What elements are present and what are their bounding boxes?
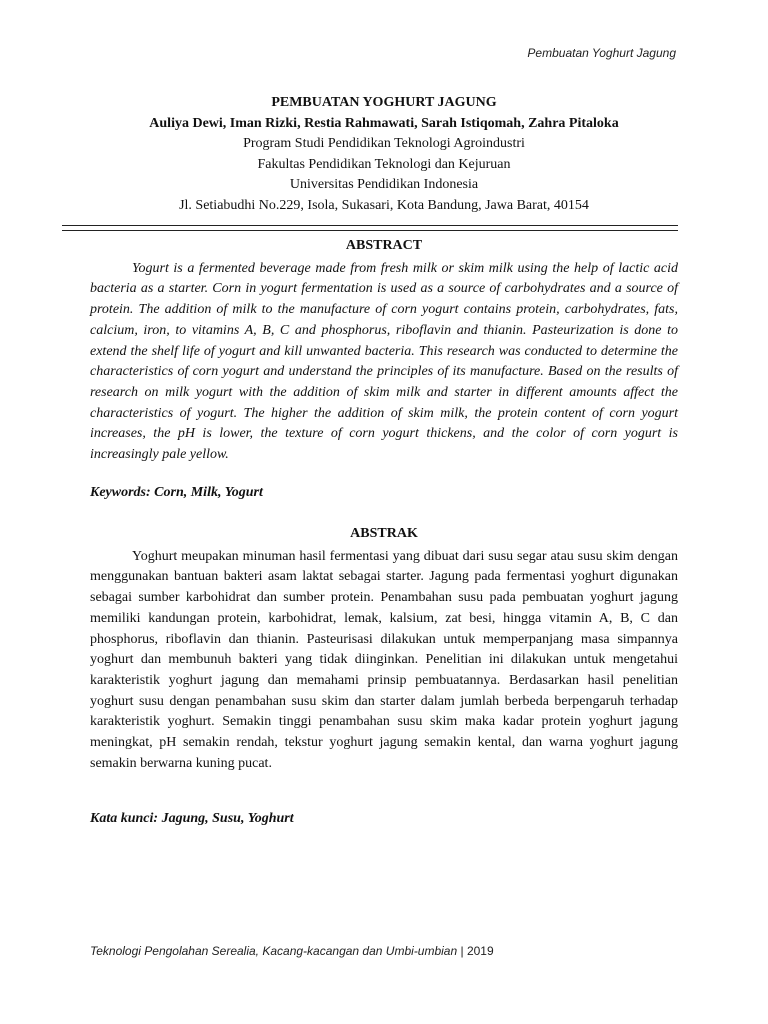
- abstrak-heading: ABSTRAK: [350, 526, 418, 541]
- divider-bottom: [62, 230, 678, 231]
- keywords-english: Keywords: Corn, Milk, Yogurt: [90, 485, 263, 500]
- footer-separator: |: [457, 944, 467, 958]
- footer-year: 2019: [466, 944, 494, 958]
- title-block: [90, 93, 678, 216]
- affiliation-university: Universitas Pendidikan Indonesia: [289, 177, 479, 192]
- abstrak-text: Yoghurt meupakan minuman hasil fermentasi yang dibuat dari susu segar atau susu skim dengan menggunakan bantuan bakteri asam laktat sebagai starter. Jagung pada fermentasi yoghurt digunakan sebagai sumber karbohidrat dan sumber protein. Penambahan susu pada pembuatan yoghurt jagung memiliki kandungan protein, karbohidrat, lemak, kalsium, zat besi, hingga vitamin A, B, C dan phosphorus, riboflavin dan thianin. Pasteurisasi dilakukan untuk memperpanjang masa simpannya yoghurt dan membunuh bakteri yang tidak diinginkan. Penelitian ini dilakukan untuk mengetahui karakteristik yoghurt jagung dan memahami prinsip pembuatannya. Berdasarkan hasil penelitian yoghurt susu dengan penambahan susu skim dan starter dalam jumlah berbeda berpengaruh terhadap karakteristik yoghurt. Semakin tinggi penambahan susu skim maka kadar protein yoghurt jagung meningkat, pH semakin rendah, tekstur yoghurt jagung semakin kental, dan warna yoghurt jagung semakin berwarna kuning pucat.: [90, 548, 678, 771]
- affiliation-program: Program Studi Pendidikan Teknologi Agroindustri: [243, 136, 525, 151]
- paper-title: PEMBUATAN YOGHURT JAGUNG: [271, 95, 497, 110]
- author-list: Auliya Dewi, Iman Rizki, Restia Rahmawati, Sarah Istiqomah, Zahra Pitaloka: [149, 115, 619, 131]
- affiliation-address: Jl. Setiabudhi No.229, Isola, Sukasari, Kota Bandung, Jawa Barat, 40154: [179, 197, 589, 213]
- abstract-text: Yogurt is a fermented beverage made from fresh milk or skim milk using the help of lactic acid bacteria as a starter. Corn in yogurt fermentation is used as a source of carbohydrates and a source of protein. The addition of milk to the manufacture of corn yogurt contains protein, carbohydrates, fats, calcium, iron, to vitamins A, B, C and phosphorus, riboflavin and thianin. Pasteurization is done to extend the shelf life of yogurt and kill unwanted bacteria. This research was conducted to determine the characteristics of corn yogurt and understand the principles of its manufacture. Based on the results of research on milk yogurt with the addition of skim milk and starter in different amounts affect the characteristics of yogurt. The higher the addition of skim milk, the protein content of corn yogurt increases, the pH is lower, the texture of corn yogurt thickens, and the color of corn yogurt is increasingly pale yellow.: [90, 260, 678, 463]
- abstract-heading: ABSTRACT: [345, 238, 423, 253]
- running-header: Pembuatan Yoghurt Jagung: [527, 46, 676, 60]
- keywords-indonesian: Kata kunci: Jagung, Susu, Yoghurt: [90, 811, 294, 826]
- abstract-indonesian: [90, 524, 678, 774]
- affiliation-faculty: Fakultas Pendidikan Teknologi dan Kejuruan: [257, 156, 511, 172]
- page-footer: [90, 944, 494, 958]
- footer-course: Teknologi Pengolahan Serealia, Kacang-kacangan dan Umbi-umbian: [90, 944, 458, 958]
- abstract-english: [90, 236, 678, 466]
- divider-top: [62, 225, 678, 226]
